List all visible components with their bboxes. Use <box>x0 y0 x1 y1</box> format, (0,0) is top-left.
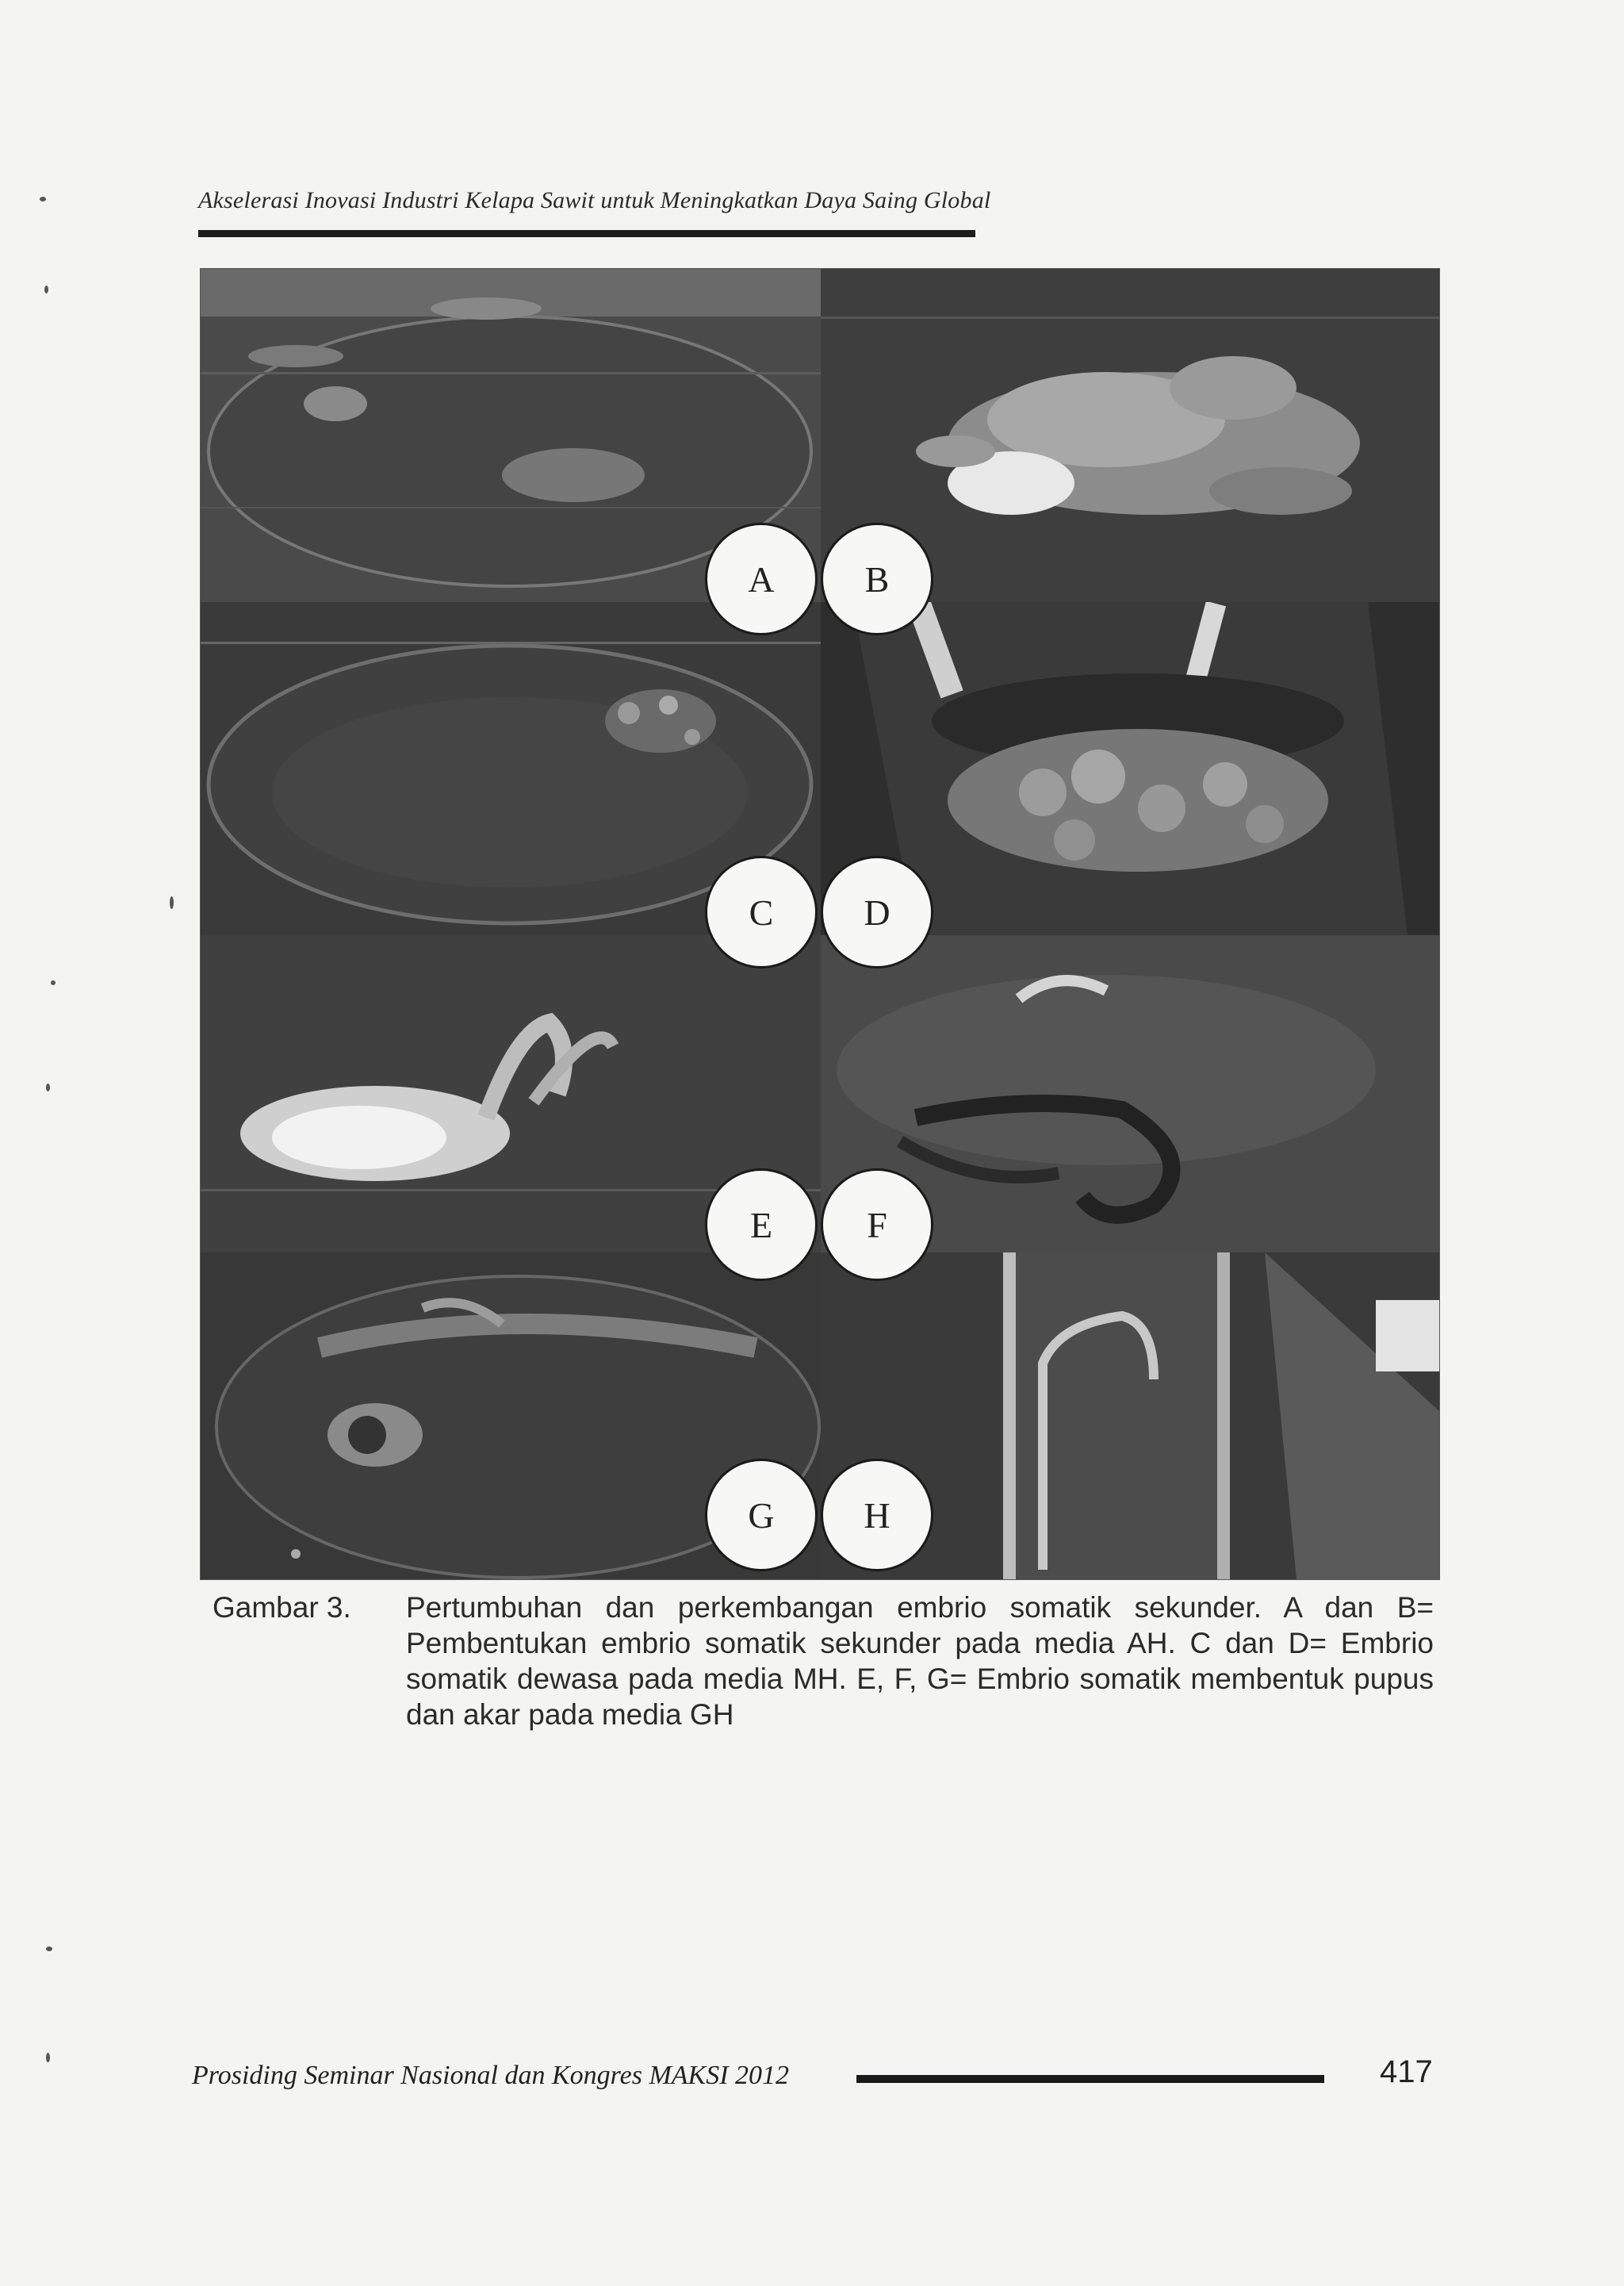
panel-label-b: B <box>821 523 933 635</box>
scan-speck <box>40 197 46 201</box>
footer-proceedings-title: Prosiding Seminar Nasional dan Kongres MAKSI 2012 <box>192 2061 790 2090</box>
panel-label-d: D <box>821 856 933 968</box>
panel-label-h: H <box>821 1459 933 1571</box>
scan-speck <box>46 1084 50 1091</box>
scan-speck <box>170 896 174 909</box>
panel-label-c: C <box>705 856 818 968</box>
scan-speck <box>51 980 56 985</box>
caption-text: Pertumbuhan dan perkembangan embrio somatik sekunder. A dan B= Pembentukan embrio somatik sekunder pada media AH. C dan D= Embrio somatik dewasa pada media MH. E, F, G= Embrio somatik membentuk pupus dan akar pada media GH <box>406 1591 1434 1731</box>
header-rule <box>198 230 975 237</box>
scan-speck <box>44 286 48 293</box>
figure-photo-grid <box>200 268 1440 1580</box>
page-number: 417 <box>1380 2054 1433 2089</box>
running-header: Akselerasi Inovasi Industri Kelapa Sawit untuk Meningkatkan Daya Saing Global <box>198 187 991 213</box>
scan-speck <box>46 1947 52 1951</box>
caption-label: Gambar 3. <box>213 1591 351 1624</box>
panel-label-f: F <box>821 1168 933 1281</box>
panel-label-e: E <box>705 1168 818 1281</box>
scan-speck <box>46 2053 50 2062</box>
footer-rule <box>856 2075 1324 2083</box>
panel-label-g: G <box>705 1459 818 1571</box>
panel-label-a: A <box>705 523 818 635</box>
